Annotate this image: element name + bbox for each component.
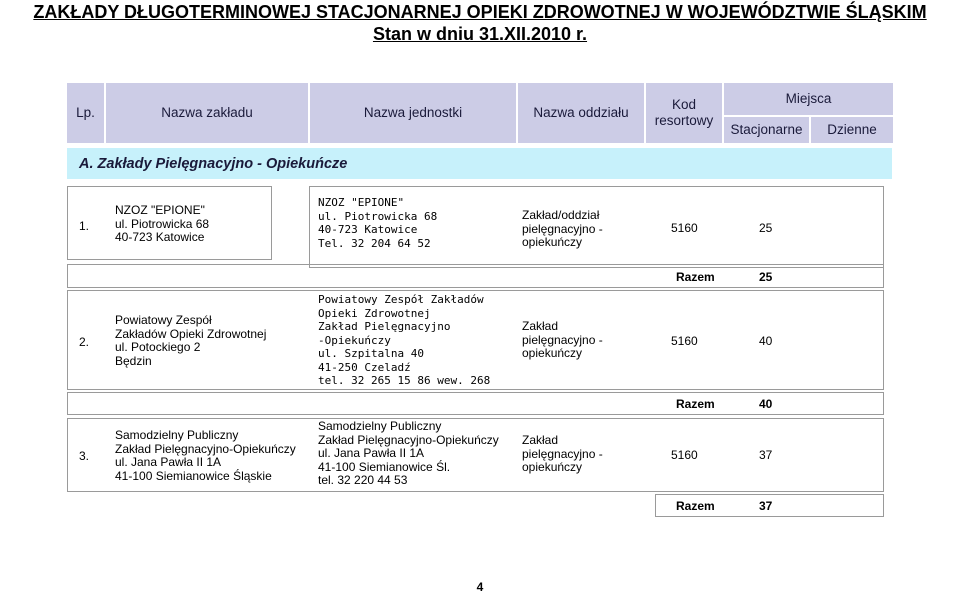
document-title: ZAKŁADY DŁUGOTERMINOWEJ STACJONARNEJ OPIEKI ZDROWOTNEJ W WOJEWÓDZTWIE ŚLĄSKIM — [33, 2, 927, 22]
row3-oddzial — [522, 434, 603, 475]
header-nazwa-zakladu: Nazwa zakładu — [106, 83, 308, 143]
row3-razem-label: Razem — [676, 499, 715, 513]
header-kod-line1: Kod — [671, 97, 697, 112]
row1-zaklad-line: NZOZ "EPIONE" — [115, 203, 205, 217]
row3-stacjonarne: 37 — [759, 448, 773, 462]
row3-zaklad — [115, 429, 296, 483]
row3-jednostka — [318, 420, 499, 488]
row2-jednostka-line: -Opiekuńczy — [318, 333, 391, 347]
row1-jednostka-line: Tel. 32 204 64 52 — [318, 236, 431, 250]
header-nazwa-oddzialu: Nazwa oddziału — [518, 83, 644, 143]
header-miejsca: Miejsca — [724, 83, 893, 115]
row3-jednostka-line: Zakład Pielęgnacyjno-Opiekuńczy — [318, 432, 499, 447]
row2-stacjonarne: 40 — [759, 334, 773, 348]
row3-jednostka-line: 41-100 Siemianowice Śl. — [318, 459, 451, 474]
row3-oddzial-line: Zakład — [522, 433, 559, 447]
row1-zaklad-line: 40-723 Katowice — [115, 230, 205, 244]
row2-zaklad-line: Powiatowy Zespół — [115, 313, 212, 327]
row1-stacjonarne: 25 — [759, 221, 773, 235]
row3-zaklad-line: ul. Jana Pawła II 1A — [115, 455, 222, 469]
row3-kod: 5160 — [671, 448, 698, 462]
row3-razem-value: 37 — [759, 499, 773, 513]
row2-razem-value: 40 — [759, 397, 773, 411]
row1-razem-value: 25 — [759, 270, 773, 284]
page-number: 4 — [476, 580, 484, 594]
row2-zaklad — [115, 314, 266, 368]
row2-kod: 5160 — [671, 334, 698, 348]
row3-zaklad-line: 41-100 Siemianowice Śląskie — [115, 468, 272, 483]
header-kod-resortowy — [646, 83, 722, 143]
row2-oddzial-line: pielęgnacyjno - — [522, 332, 603, 347]
document-date: Stan w dniu 31.XII.2010 r. — [372, 24, 588, 44]
row2-razem-label: Razem — [676, 397, 715, 411]
row2-jednostka — [318, 293, 490, 388]
row1-oddzial-line: Zakład/oddział — [522, 208, 600, 222]
row2-jednostka-line: Zakład Pielęgnacyjno — [318, 320, 451, 333]
row2-zaklad-line: Zakładów Opieki Zdrowotnej — [115, 326, 267, 341]
row1-razem-label: Razem — [676, 270, 715, 284]
row2-zaklad-line: ul. Potockiego 2 — [115, 340, 201, 354]
row1-jednostka-line: ul. Piotrowicka 68 — [318, 209, 438, 223]
row2-jednostka-line: 41-250 Czeladź — [318, 360, 411, 374]
row3-zaklad-line: Samodzielny Publiczny — [115, 428, 239, 442]
row3-zaklad-line: Zakład Pielęgnacyjno-Opiekuńczy — [115, 441, 296, 456]
row3-oddzial-line: pielęgnacyjno - — [522, 446, 603, 461]
row1-zaklad — [115, 204, 209, 245]
row2-jednostka-line: Opieki Zdrowotnej — [318, 306, 431, 320]
row1-jednostka-line: 40-723 Katowice — [318, 223, 418, 236]
row2-lp: 2. — [79, 335, 90, 349]
row2-jednostka-line: ul. Szpitalna 40 — [318, 347, 424, 360]
row1-zaklad-line: ul. Piotrowicka 68 — [115, 216, 210, 231]
row2-zaklad-line: Będzin — [115, 353, 152, 368]
section-title: A. Zakłady Pielęgnacyjno - Opiekuńcze — [67, 148, 892, 179]
row3-jednostka-line: Samodzielny Publiczny — [318, 419, 442, 433]
header-lp: Lp. — [67, 83, 104, 143]
row3-jednostka-line: tel. 32 220 44 53 — [318, 473, 408, 487]
row2-oddzial-line: Zakład — [522, 319, 559, 333]
row1-lp: 1. — [79, 219, 90, 233]
row3-lp: 3. — [79, 449, 90, 463]
row2-oddzial — [522, 320, 603, 361]
row1-oddzial — [522, 209, 603, 250]
row3-oddzial-line: opiekuńczy — [522, 460, 583, 474]
row1-oddzial-line: pielęgnacyjno - — [522, 221, 603, 236]
row3-jednostka-line: ul. Jana Pawła II 1A — [318, 446, 425, 460]
row2-jednostka-line: tel. 32 265 15 86 wew. 268 — [318, 374, 491, 387]
header-kod-line2: resortowy — [654, 113, 714, 128]
row2-jednostka-line: Powiatowy Zespół Zakładów — [318, 293, 484, 306]
header-dzienne: Dzienne — [811, 117, 893, 143]
row1-jednostka-line: NZOZ "EPIONE" — [318, 196, 405, 209]
header-stacjonarne: Stacjonarne — [724, 117, 809, 143]
row1-jednostka — [318, 196, 437, 250]
header-nazwa-jednostki: Nazwa jednostki — [310, 83, 516, 143]
row1-kod: 5160 — [671, 221, 698, 235]
row2-oddzial-line: opiekuńczy — [522, 346, 583, 360]
row1-oddzial-line: opiekuńczy — [522, 235, 583, 249]
